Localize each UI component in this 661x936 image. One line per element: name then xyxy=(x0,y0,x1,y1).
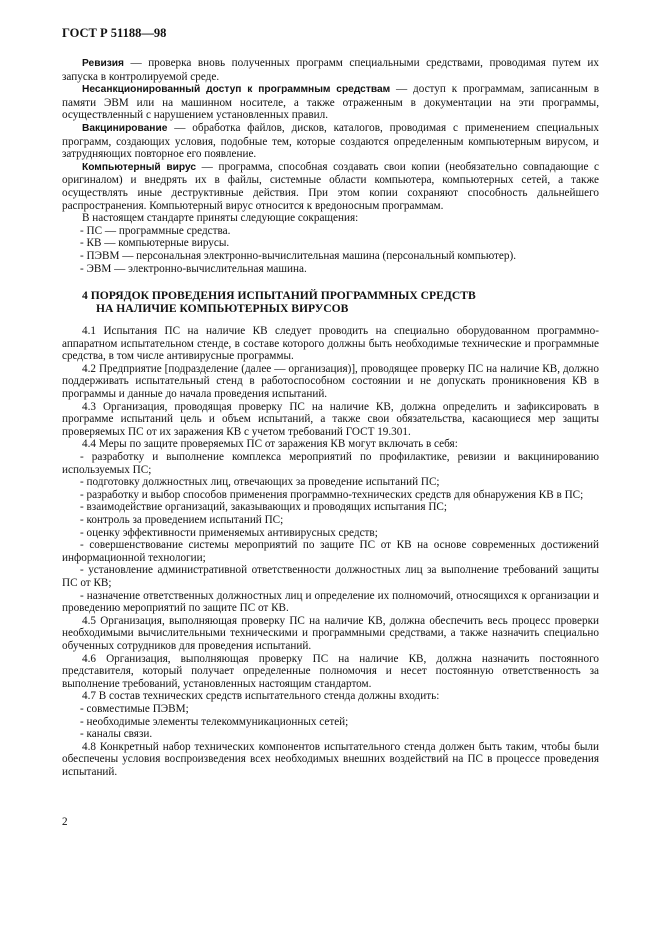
clause-4-5: 4.5 Организация, выполняющая проверку ПС на наличие КВ, должна обеспечить весь процесс проверки необходимыми вычислительными техническими и программными средствами, а также назначить специально обученных сотрудников для проведения испытаний. xyxy=(62,614,599,652)
abbrev-item: - КВ — компьютерные вирусы. xyxy=(80,237,230,250)
section-heading xyxy=(82,289,599,315)
clause-4-4: 4.4 Меры по защите проверяемых ПС от заражения КВ могут включать в себя: xyxy=(82,438,458,451)
term-label: Ревизия xyxy=(82,58,125,69)
abbrev-item: - ПС — программные средства. xyxy=(80,224,231,237)
term-label: Несанкционированный доступ к программным средствам xyxy=(82,84,391,96)
clause-4-2: 4.2 Предприятие [подразделение (далее — организация)], проводящее проверку ПС на наличие КВ, должно поддерживать испытательный стенд в работоспособном состоянии и не допускать проникновения КВ в программы и данные до начала проведения испытаний. xyxy=(62,362,599,401)
definition-text: — обработка файлов, дисков, каталогов, проводимая с применением специальных программ, создающих условия, подобные тем, которые создаются определенным компьютерным вирусом, и затрудняющих повторное его появление. xyxy=(62,121,599,161)
section-heading-line: НА НАЛИЧИЕ КОМПЬЮТЕРНЫХ ВИРУСОВ xyxy=(96,302,349,316)
term-label: Компьютерный вирус xyxy=(82,161,197,173)
list-item: - каналы связи. xyxy=(80,728,153,741)
list-item: - назначение ответственных должностных лиц и определение их полномочий, относящихся к организации и проведению мероприятий по защите ПС от КВ. xyxy=(62,589,599,615)
definition-text: — программа, способная создавать свои копии (необязательно совпадающие с оригиналом) и внедрять их в файлы, системные области компьютера, компьютерных сетей, а также осуществлять иные деструктивные действия. При этом копии сохраняют способность дальнейшего распространения. Компьютерный вирус относится к вредоносным программам. xyxy=(62,160,600,212)
abbrev-item: - ЭВМ — электронно-вычислительная машина. xyxy=(80,262,307,275)
page-number: 2 xyxy=(62,816,68,828)
clause-4-8: 4.8 Конкретный набор технических компонентов испытательного стенда должен быть таким, чтобы были обеспечены условия воспроизведения всех необходимых внешних воздействий на ПС в процессе проведения испытаний. xyxy=(62,740,599,778)
list-item: - необходимые элементы телекоммуникационных сетей; xyxy=(80,715,349,728)
clause-4-3: 4.3 Организация, проводящая проверку ПС на наличие КВ, должна определить и зафиксировать в программе испытаний цель и объем испытаний, а также свои обязательства, касающиеся мер защиты проверяемых ПС от их заражения КВ с учетом требований ГОСТ 19.301. xyxy=(62,400,599,438)
section-heading-line: 4 ПОРЯДОК ПРОВЕДЕНИЯ ИСПЫТАНИЙ ПРОГРАММНЫХ СРЕДСТВ xyxy=(82,289,476,303)
definition-vaccination xyxy=(62,122,599,161)
abbrev-item: - ПЭВМ — персональная электронно-вычислительная машина (персональный компьютер). xyxy=(80,249,517,262)
abbrev-intro: В настоящем стандарте приняты следующие сокращения: xyxy=(82,212,359,225)
clause-4-6: 4.6 Организация, выполняющая проверку ПС на наличие КВ, должна назначить постоянного представителя, который получает определенные полномочия и несет постоянную ответственность за выполнение требований, установленных настоящим стандартом. xyxy=(62,652,599,690)
list-item: - подготовку должностных лиц, отвечающих за проведение испытаний ПС; xyxy=(80,476,440,489)
clause-4-7: 4.7 В состав технических средств испытательного стенда должны входить: xyxy=(82,690,440,703)
definition-revision xyxy=(62,57,599,83)
clause-4-1: 4.1 Испытания ПС на наличие КВ следует проводить на специально оборудованном программно-аппаратном испытательном стенде, в составе которого должны быть необходимые технические и программные средства, в том числе антивирусные программы. xyxy=(62,325,599,363)
definition-text: — доступ к программам, записанным в памяти ЭВМ или на машинном носителе, а также отраженным в документации на эти программы, осуществленный с нарушением установленных правил. xyxy=(62,83,599,122)
document-page xyxy=(62,26,599,778)
list-item: - совершенствование системы мероприятий по защите ПС от КВ на основе современных достижений информационной технологии; xyxy=(62,539,599,564)
list-item: - разработку и выбор способов применения программно-технических средств для обнаружения КВ в ПС; xyxy=(80,488,584,501)
definition-unauthorized-access xyxy=(62,83,599,122)
document-header: ГОСТ Р 51188—98 xyxy=(62,26,167,40)
definition-computer-virus xyxy=(62,161,599,212)
list-item: - установление административной ответственности должностных лиц за выполнение требований защиты ПС от КВ; xyxy=(62,564,599,589)
definition-text: — проверка вновь полученных программ специальными средствами, проводимая путем их запуска в контролируемой среде. xyxy=(62,57,599,83)
list-item: - оценку эффективности применяемых антивирусных средств; xyxy=(80,526,378,539)
list-item: - контроль за проведением испытаний ПС; xyxy=(80,514,284,526)
list-item: - разработку и выполнение комплекса мероприятий по профилактике, ревизии и вакцинированию используемых ПС; xyxy=(62,451,599,476)
list-item: - совместимые ПЭВМ; xyxy=(80,702,189,715)
list-item: - взаимодействие организаций, заказывающих и проводящих испытания ПС; xyxy=(80,501,447,514)
term-label: Вакцинирование xyxy=(82,122,168,134)
